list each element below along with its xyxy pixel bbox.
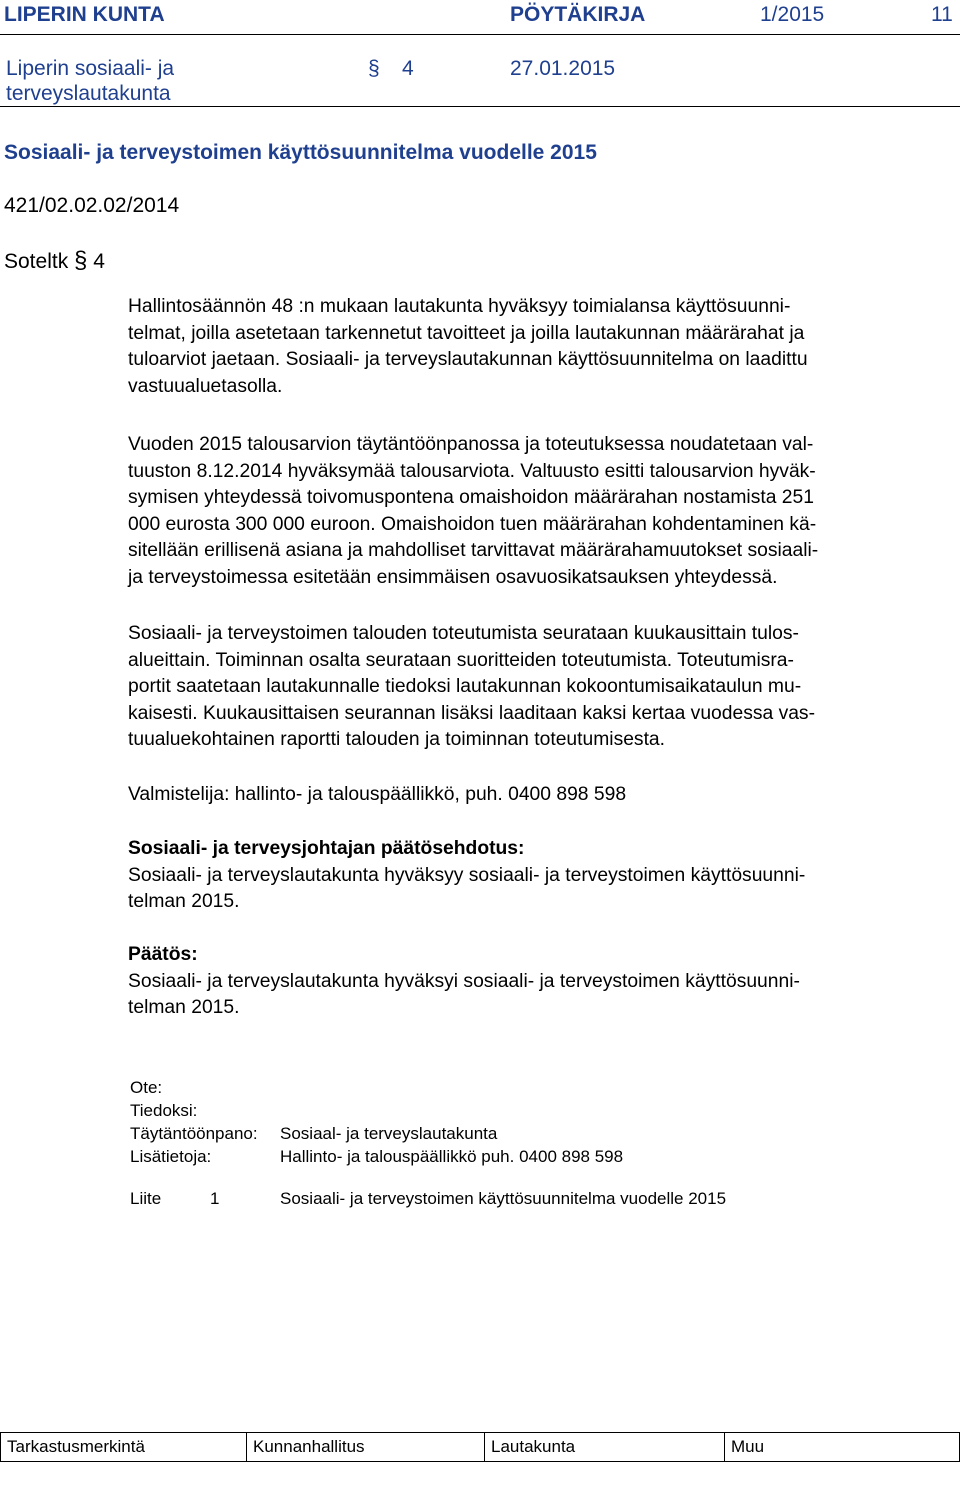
approval-marks-table: [0, 1432, 960, 1462]
info-label: Lisätietoja:: [130, 1147, 212, 1166]
text-line: 000 eurosta 300 000 euroon. Omaishoidon tuen määrärahan kohdentaminen kä-: [128, 513, 817, 535]
board-name-line1: Liperin sosiaali- ja: [6, 57, 175, 80]
text-line: Sosiaali- ja terveyslautakunta hyväksyi sosiaali- ja terveystoimen käyttösuunni-: [128, 970, 800, 992]
footer-cell-council: Kunnanhallitus: [247, 1433, 485, 1461]
board-name-line2: terveyslautakunta: [6, 82, 171, 105]
section-number: 4: [402, 57, 414, 80]
preparer-line: [128, 782, 948, 809]
attachment-number: 1: [210, 1189, 220, 1208]
footer-cell-other: Muu: [731, 1437, 765, 1456]
preparer-text: Valmistelija: hallinto- ja talouspäällikkö, puh. 0400 898 598: [128, 784, 627, 805]
text-line: telmat, joilla asetetaan tarkennetut tavoitteet ja joilla lautakunnan määrärahat ja: [128, 322, 805, 344]
record-id: 421/02.02.02/2014: [4, 194, 180, 217]
section-label: Soteltk § 4: [4, 247, 105, 274]
text-line: tuloarviot jaetaan. Sosiaali- ja terveyslautakunnan käyttösuunnitelma on laadittu: [128, 349, 808, 371]
document-number: 1/2015: [760, 3, 825, 26]
text-line: kaisesti. Kuukausittaisen seurannan lisäksi laaditaan kaksi kertaa vuodessa vas-: [128, 702, 815, 724]
implementation-label: Täytäntöönpano:: [130, 1124, 258, 1143]
municipality-name: LIPERIN KUNTA: [4, 3, 165, 26]
paragraph-2: [128, 432, 948, 592]
text-line: tuuston 8.12.2014 hyväksymää talousarviota. Valtuusto esitti talousarvion hyväk-: [128, 460, 816, 482]
attachment-label: Liite: [130, 1189, 162, 1208]
text-line: portit saatetaan lautakunnalle tiedoksi lautakunnan kokoontumisaikataulun mu-: [128, 676, 802, 698]
proposal-block: [128, 836, 948, 916]
text-line: vastuualuetasolla.: [128, 375, 283, 397]
text-line: alueittain. Toiminnan osalta seurataan suoritteiden toteutumista. Toteutumisra-: [128, 649, 794, 671]
document-type: PÖYTÄKIRJA: [510, 3, 646, 26]
page-number: 11: [931, 3, 953, 26]
text-line: tuualuekohtainen raportti talouden ja toiminnan toteutumisesta.: [128, 729, 666, 751]
implementation-value: Sosiaal- ja terveyslautakunta: [280, 1124, 498, 1143]
ote-label: Ote:: [130, 1078, 163, 1097]
tiedoksi-label: Tiedoksi:: [130, 1101, 198, 1120]
section-mark: §: [368, 57, 380, 80]
decision-heading: Päätös:: [128, 944, 198, 965]
info-value: Hallinto- ja talouspäällikkö puh. 0400 898 598: [280, 1147, 624, 1166]
footer-cell-board: Lautakunta: [485, 1433, 725, 1461]
text-line: telman 2015.: [128, 891, 240, 913]
decision-block: [128, 942, 948, 1022]
paragraph-1: [128, 294, 948, 400]
text-line: sitellään erillisenä asiana ja mahdolliset tarvittavat määrärahamuutokset sosiaali-: [128, 540, 819, 562]
footer-cell-review: Tarkastusmerkintä: [1, 1433, 247, 1461]
attachment-title: Sosiaali- ja terveystoimen käyttösuunnitelma vuodelle 2015: [280, 1189, 727, 1208]
text-line: symisen yhteydessä toivomuspontena omaishoidon määrärahan nostamista 251: [128, 487, 814, 509]
paragraph-3: [128, 621, 948, 754]
section-symbol: §: [74, 247, 88, 274]
header-bottom-rule: [0, 106, 960, 107]
meeting-date: 27.01.2015: [510, 57, 616, 80]
proposal-heading: Sosiaali- ja terveysjohtajan päätösehdotus:: [128, 838, 525, 859]
text-line: telman 2015.: [128, 997, 240, 1019]
text-line: Vuoden 2015 talousarvion täytäntöönpanossa ja toteutuksessa noudatetaan val-: [128, 434, 814, 455]
header-top-rule: [0, 34, 960, 35]
text-line: Sosiaali- ja terveystoimen talouden toteutumista seurataan kuukausittain tulos-: [128, 623, 799, 644]
item-title: Sosiaali- ja terveystoimen käyttösuunnitelma vuodelle 2015: [4, 141, 597, 164]
text-line: ja terveystoimessa esitetään ensimmäisen osavuosikatsauksen yhteydessä.: [128, 566, 778, 588]
text-line: Sosiaali- ja terveyslautakunta hyväksyy sosiaali- ja terveystoimen käyttösuunni-: [128, 864, 806, 886]
text-line: Hallintosäännön 48 :n mukaan lautakunta hyväksyy toimialansa käyttösuunni-: [128, 296, 791, 317]
